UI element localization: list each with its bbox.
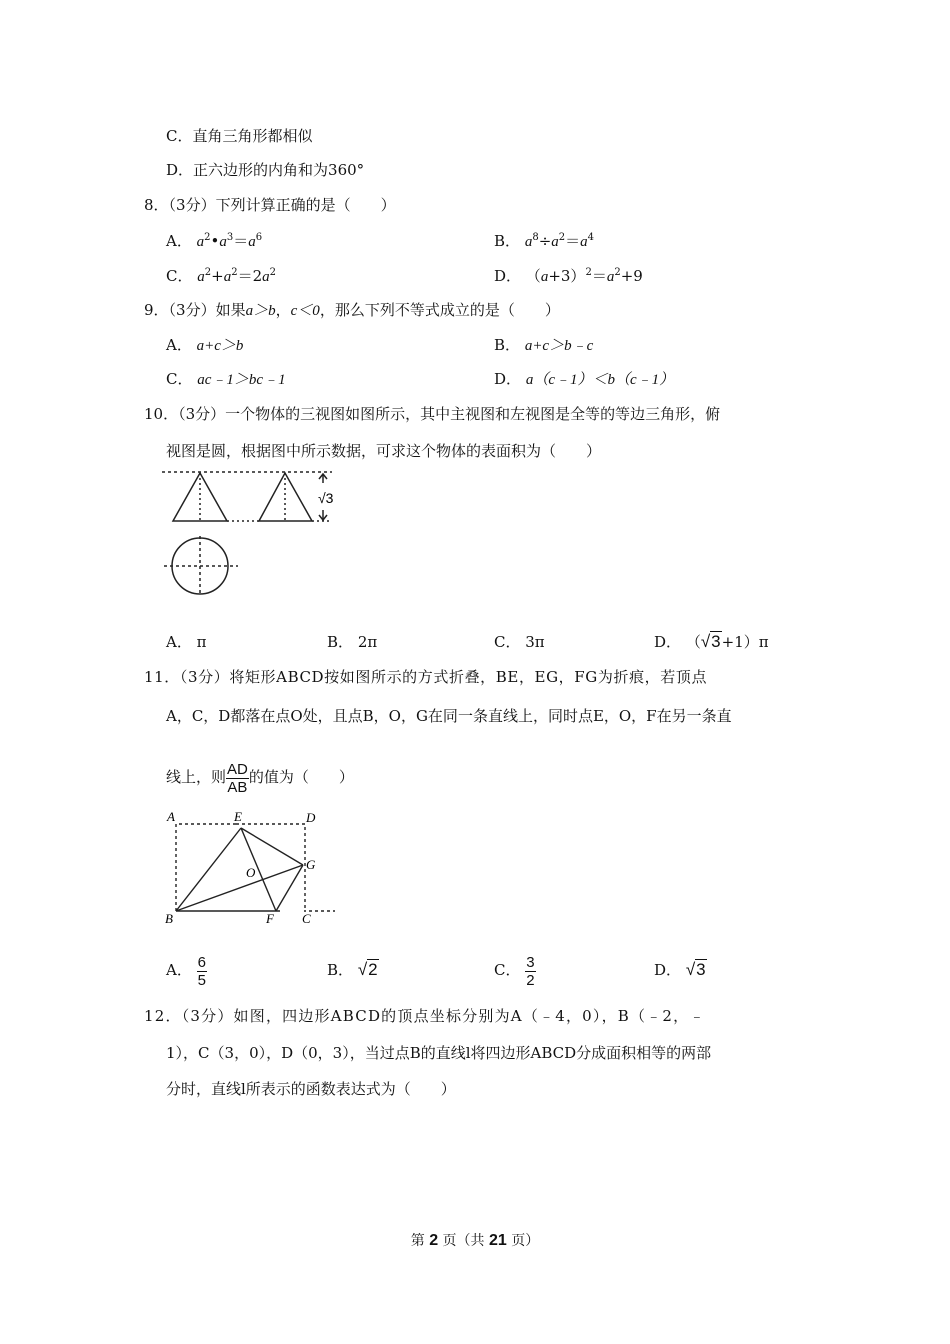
- dimension-label: √3: [318, 490, 334, 506]
- q9-option-c: [166, 369, 286, 390]
- point-label-e: E: [234, 809, 242, 824]
- option-label: D．: [494, 267, 522, 285]
- point-label-f: F: [266, 911, 274, 925]
- total-page-count: 21: [489, 1232, 507, 1249]
- option-label: D．: [654, 961, 682, 979]
- option-text: 直角三角形都相似: [192, 127, 313, 145]
- q8-option-a: A． $a^2•a^3=a^6$: [166, 232, 263, 250]
- point-label-b: B: [165, 911, 173, 925]
- radicand: 3: [696, 960, 706, 979]
- option-label: D．: [654, 633, 682, 651]
- question-text: 一个物体的三视图如图所示，其中主视图和左视图是全等的等边三角形，俯: [225, 405, 721, 423]
- point-label-o: O: [246, 865, 256, 880]
- q10-option-d: [654, 632, 769, 652]
- option-label: B．: [327, 633, 354, 651]
- numerator: AD: [227, 760, 248, 778]
- option-text: 3π: [525, 633, 545, 651]
- option-text: a+c＞b: [196, 338, 244, 354]
- option-label: B．: [494, 336, 521, 354]
- fraction: [525, 954, 535, 989]
- sqrt-expression: √3: [700, 632, 721, 651]
- sqrt-expression: √2: [357, 960, 378, 979]
- radicand: 2: [368, 960, 378, 979]
- question-text: 如果: [215, 301, 246, 319]
- question-score: （3分）: [178, 405, 226, 423]
- footer-text: 页（共: [442, 1233, 485, 1249]
- q7-option-c: [166, 126, 313, 146]
- option-label: A．: [166, 336, 192, 354]
- option-label: C．: [166, 267, 193, 285]
- q9-stem: 9．（3分）如果a＞b，c＜0，那么下列不等式成立的是（ ）: [144, 301, 560, 319]
- option-label: A．: [166, 633, 192, 651]
- question-text: 视图是圆，根据图中所示数据，可求这个物体的表面积为（ ）: [166, 442, 602, 460]
- option-text: π: [196, 633, 207, 651]
- option-label: C．: [166, 370, 193, 388]
- denominator: AB: [227, 778, 248, 796]
- q10-three-view-figure: [160, 465, 340, 600]
- current-page-number: 2: [429, 1232, 439, 1249]
- point-label-a: A: [167, 809, 175, 824]
- option-text-pre: （: [685, 633, 701, 651]
- denominator: 2: [526, 971, 535, 989]
- q9-option-d: [494, 369, 674, 390]
- question-text: 下列计算正确的是（ ）: [215, 196, 396, 214]
- q10-option-a: [166, 632, 206, 652]
- condition-1: a＞b: [245, 303, 276, 319]
- q8-option-b: B． $a^8\div a^2=a^4$: [494, 232, 595, 250]
- segment-bog: [176, 865, 303, 911]
- question-number: 12．: [144, 1007, 182, 1025]
- q11-stem-line2: [166, 706, 732, 726]
- numerator: 3: [526, 953, 535, 971]
- option-label: B．: [494, 232, 521, 250]
- question-text: 1），C（3，0），D（0，3），当过点B的直线l将四边形ABCD分成面积相等的两部: [166, 1044, 712, 1062]
- footer-text: 第: [410, 1233, 425, 1249]
- question-text: 线上，则: [166, 768, 227, 786]
- option-text: a（c﹣1）＜b（c﹣1）: [525, 372, 675, 388]
- option-label: C．: [494, 633, 521, 651]
- q8-option-d: D． $(a+3)^2=a^2+9$: [494, 267, 643, 285]
- question-score: （3分）: [181, 1007, 234, 1025]
- option-text: 正六边形的内角和为360°: [193, 161, 365, 179]
- page-footer: [0, 1230, 950, 1250]
- q11-option-a: [166, 950, 207, 990]
- q12-stem-line1: [144, 1006, 706, 1026]
- q9-option-b: [494, 335, 593, 356]
- option-text: a+c＞b﹣c: [524, 338, 594, 354]
- question-text: 的值为（ ）: [248, 768, 354, 786]
- q9-option-a: [166, 335, 243, 356]
- option-label: D．: [166, 161, 194, 179]
- question-number: 8．: [144, 196, 169, 214]
- question-score: （3分）: [179, 668, 230, 686]
- crease-fg: [276, 865, 303, 911]
- question-number: 10．: [144, 405, 179, 423]
- point-label-c: C: [302, 911, 311, 925]
- question-number: 9．: [144, 301, 169, 319]
- option-label: C．: [494, 961, 521, 979]
- question-text: 将矩形ABCD按如图所示的方式折叠，BE，EG，FG为折痕，若顶点: [229, 668, 708, 686]
- option-label: A．: [166, 961, 192, 979]
- option-label: C．: [166, 127, 193, 145]
- option-label: A．: [166, 232, 192, 250]
- q11-option-b: [327, 950, 379, 990]
- denominator: 5: [197, 971, 206, 989]
- sqrt-expression: √3: [685, 960, 706, 979]
- question-text: ，那么下列不等式成立的是（ ）: [319, 301, 560, 319]
- q11-option-c: [494, 950, 536, 990]
- option-text: ac﹣1＞bc﹣1: [197, 372, 286, 388]
- q8-stem: [144, 195, 396, 215]
- option-label: D．: [494, 370, 522, 388]
- question-text: 如图，四边形ABCD的顶点坐标分别为A（﹣4，0），B（﹣2，﹣: [233, 1007, 706, 1025]
- numerator: 6: [197, 953, 206, 971]
- question-text: 分时，直线l所表示的函数表达式为（ ）: [166, 1080, 456, 1098]
- question-text: A，C，D都落在点O处，且点B，O，G在同一条直线上，同时点E，O，F在另一条直: [166, 707, 732, 725]
- q11-stem-line1: [144, 667, 707, 687]
- q10-stem-line1: [144, 404, 720, 424]
- radicand: 3: [711, 632, 721, 651]
- q11-option-d: [654, 950, 707, 990]
- crease-eg: [241, 828, 303, 865]
- option-label: B．: [327, 961, 354, 979]
- point-label-d: D: [306, 810, 316, 825]
- q12-stem-line3: [166, 1079, 456, 1099]
- condition-2: c＜0: [290, 303, 320, 319]
- q10-stem-line2: [166, 441, 601, 461]
- footer-text: 页）: [511, 1233, 540, 1249]
- q12-stem-line2: [166, 1043, 711, 1063]
- q8-option-c: C． $a^2+a^2=2a^2$: [166, 267, 277, 285]
- fraction: [197, 954, 207, 989]
- q10-option-c: [494, 632, 545, 652]
- q7-option-d: [166, 160, 364, 180]
- fraction-ad-over-ab: [226, 761, 249, 796]
- option-text-post: +1）π: [721, 633, 769, 651]
- q11-stem-line3: [166, 757, 354, 797]
- question-score: （3分）: [168, 196, 216, 214]
- option-text: 2π: [357, 633, 378, 651]
- edge-b-a-e: [176, 824, 236, 911]
- point-label-g: G: [306, 857, 316, 872]
- question-number: 11．: [144, 668, 180, 686]
- question-score: （3分）: [168, 301, 216, 319]
- q11-rectangle-fold-figure: [160, 805, 335, 925]
- q10-option-b: [327, 632, 377, 652]
